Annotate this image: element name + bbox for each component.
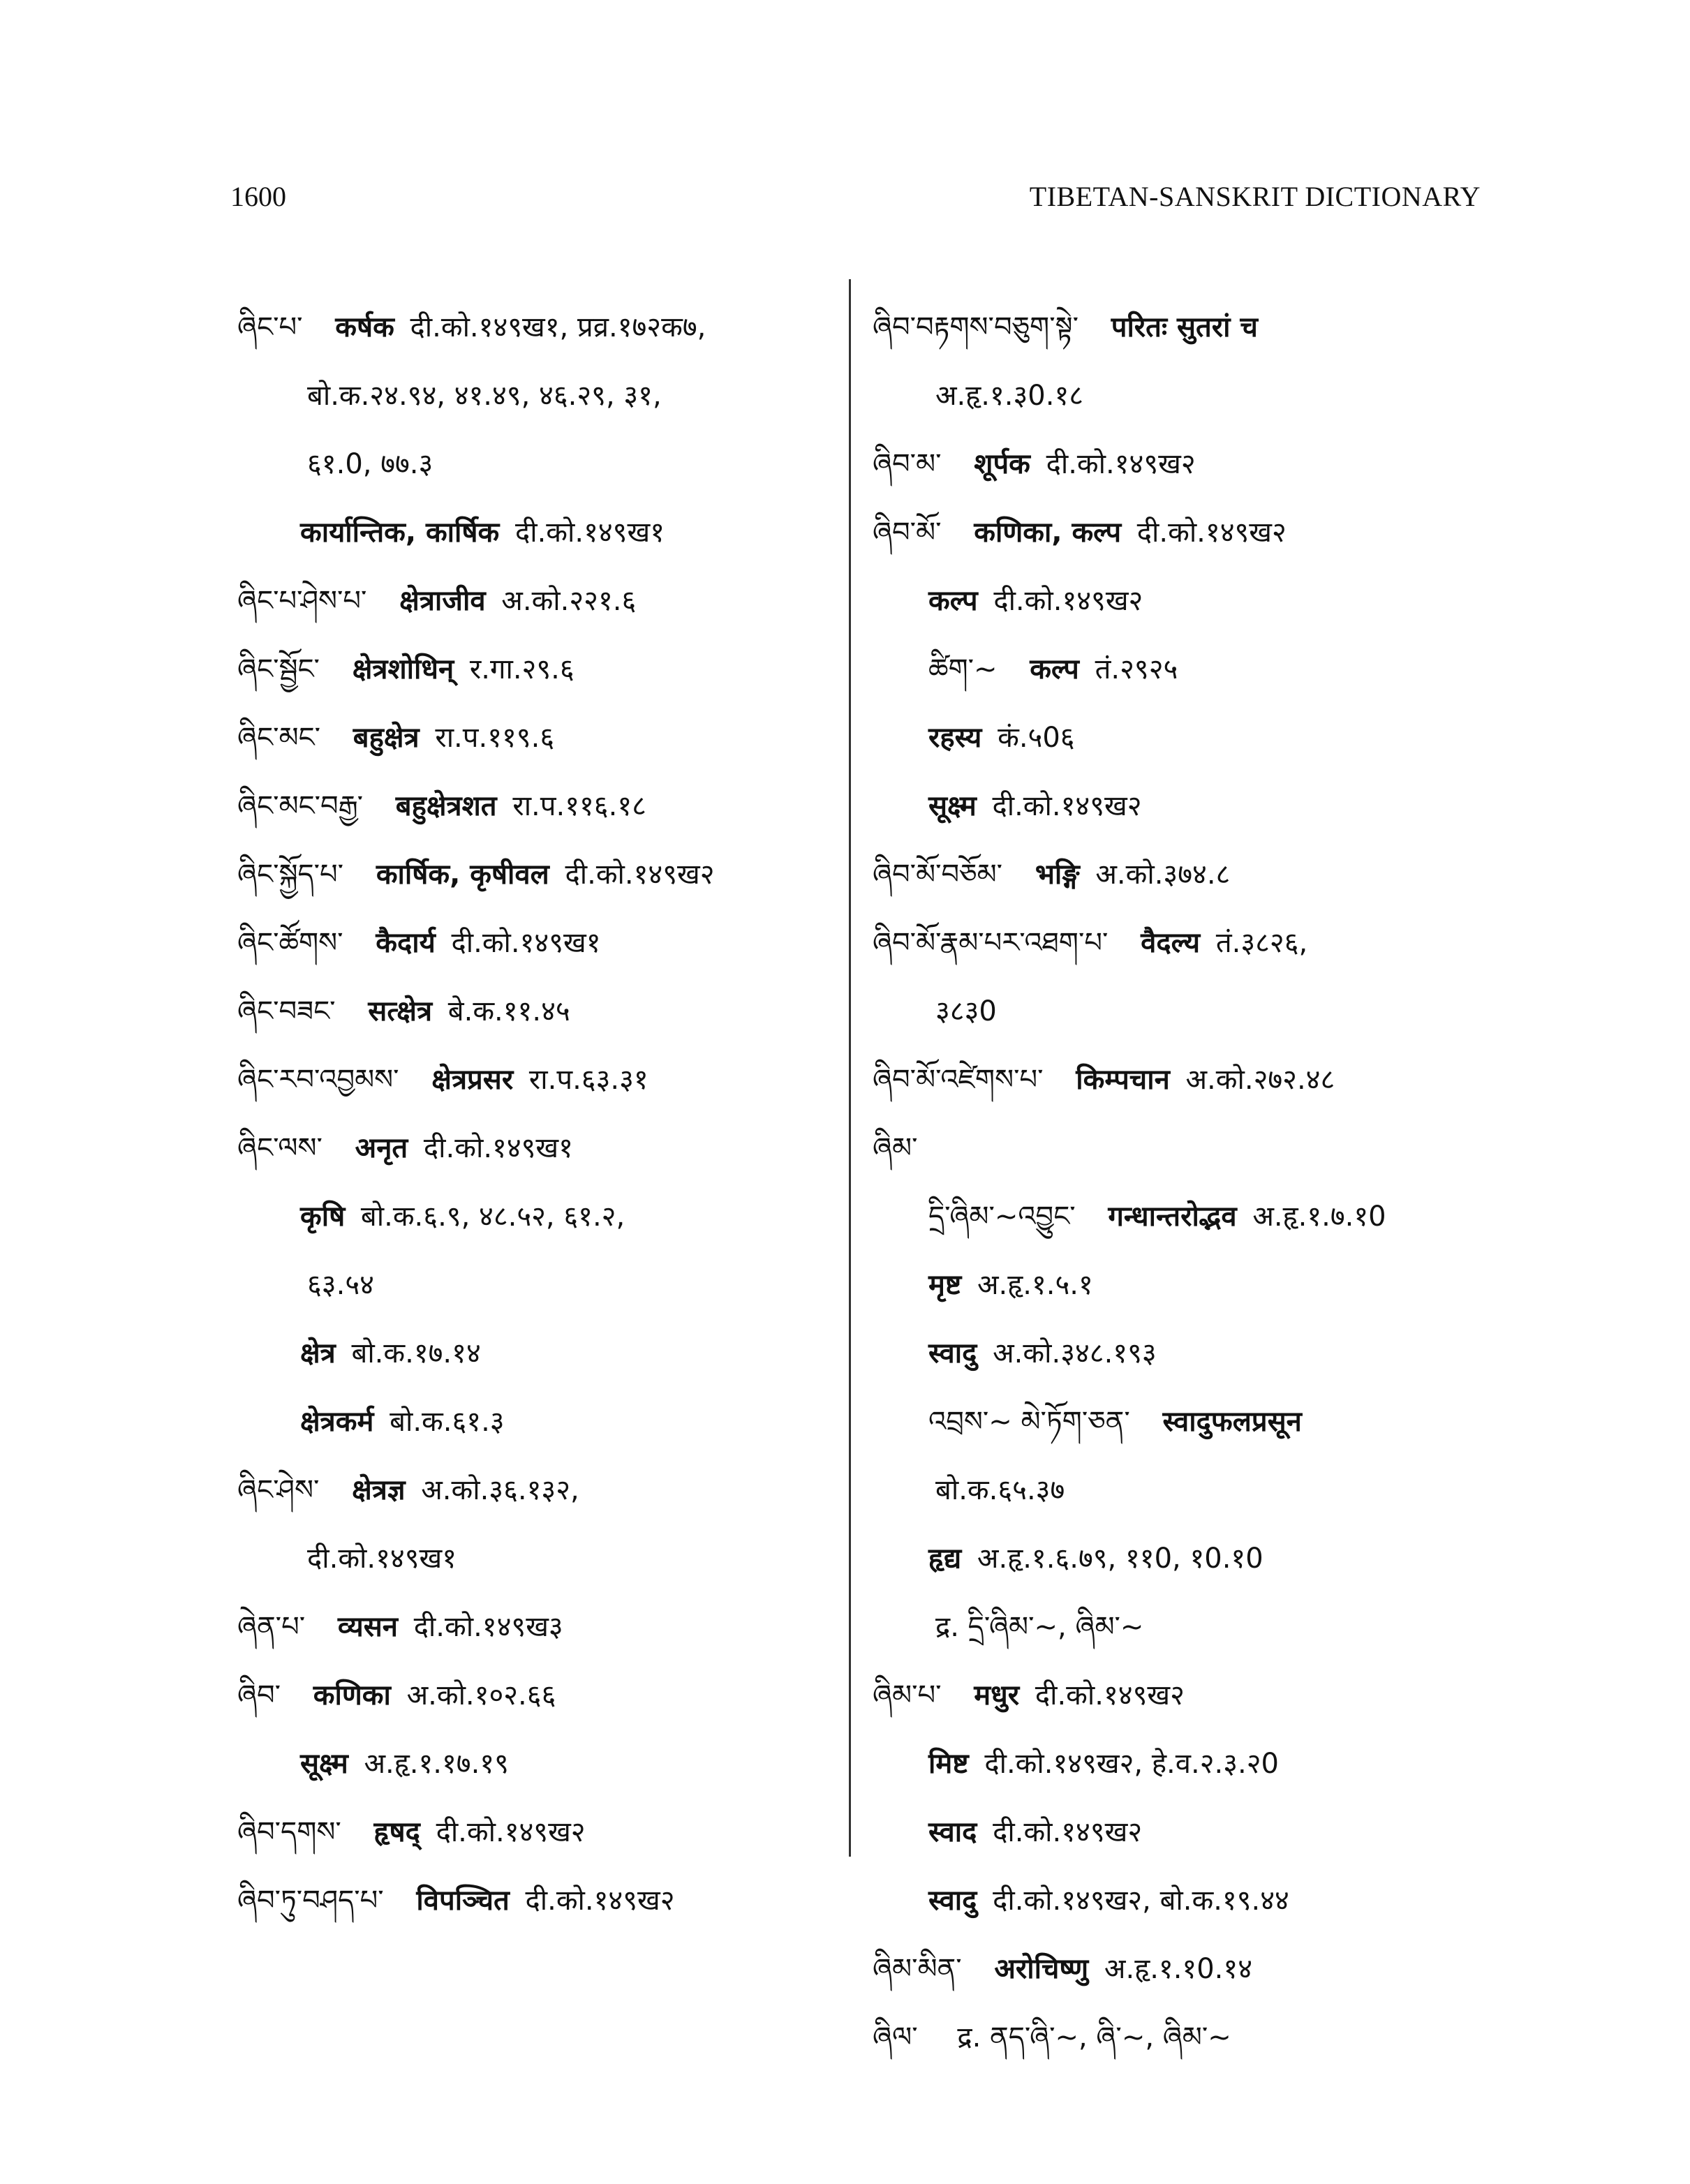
- dictionary-line: [873, 772, 1487, 840]
- sanskrit-equivalent: हृद्य: [928, 1543, 962, 1575]
- sanskrit-equivalent: अरोचिष्णु: [994, 1953, 1089, 1985]
- sanskrit-equivalent: कणिका, कल्प: [974, 517, 1122, 549]
- dictionary-line: [237, 772, 831, 840]
- tibetan-headword: ཞིམ་མིན་: [873, 1953, 962, 1985]
- tibetan-headword: ཞེན་པ་: [237, 1611, 306, 1643]
- source-reference: रा.प.६३.३१: [528, 1064, 648, 1096]
- dictionary-line: [873, 567, 1487, 635]
- source-reference: अ.हृ.१.५.१: [977, 1269, 1093, 1301]
- running-head: TIBETAN-SANSKRIT DICTIONARY: [1029, 181, 1481, 212]
- dictionary-line: [873, 1319, 1487, 1388]
- tibetan-headword: ཞིབ་ཏུ་བཤད་པ་: [237, 1885, 384, 1917]
- source-reference: अ.को.३४८.१९३: [993, 1337, 1157, 1369]
- tibetan-headword: ཞིབ་མ་: [873, 448, 942, 480]
- source-reference: दी.को.१४९ख१, प्रव्र.१७२क७,: [410, 311, 706, 343]
- dictionary-line: [237, 293, 831, 362]
- source-reference: बो.क.६५.३७: [935, 1474, 1065, 1506]
- dictionary-line: [873, 1046, 1487, 1114]
- dictionary-line: [237, 1866, 831, 1935]
- dictionary-line: [237, 1730, 831, 1798]
- source-reference: अ.को.२२१.६: [501, 585, 637, 617]
- sanskrit-equivalent: व्यसन: [337, 1611, 398, 1643]
- dictionary-line: [873, 1798, 1487, 1866]
- sanskrit-equivalent: कार्षिक, कृषीवल: [376, 859, 549, 891]
- sanskrit-equivalent: स्वादुफलप्रसून: [1162, 1406, 1302, 1438]
- tibetan-headword: ཞིལ་: [873, 2021, 918, 2053]
- dictionary-line: [873, 430, 1487, 498]
- dictionary-line: [237, 362, 831, 430]
- sanskrit-equivalent: बहुक्षेत्र: [353, 722, 420, 754]
- source-reference: दी.को.१४९ख१: [514, 517, 665, 549]
- source-reference: अ.हृ.१.१0.१४: [1104, 1953, 1252, 1985]
- dictionary-line: [873, 840, 1487, 909]
- sanskrit-equivalent: गन्धान्तरोद्भव: [1108, 1201, 1237, 1233]
- source-reference: दी.को.१४९ख२: [525, 1885, 675, 1917]
- dictionary-line: [873, 498, 1487, 567]
- dictionary-line: [237, 909, 831, 977]
- sanskrit-equivalent: बहुक्षेत्रशत: [395, 790, 497, 822]
- dictionary-line: [237, 635, 831, 704]
- tibetan-headword: ཞིབ་མོ་འཛེགས་པ་: [873, 1064, 1044, 1096]
- tibetan-headword: ཞིབ་: [237, 1679, 281, 1711]
- sanskrit-equivalent: वैदल्य: [1141, 927, 1201, 959]
- sanskrit-equivalent: सत्क्षेत्र: [368, 995, 433, 1027]
- sanskrit-equivalent: विपञ्चित: [416, 1885, 510, 1917]
- tibetan-headword: ཞིང་པ་ཤེས་པ་: [237, 585, 367, 617]
- source-reference: द्र. ནད་ཞི་~, ཞི་~, ཞིམ་~: [957, 2021, 1231, 2053]
- dictionary-line: [873, 1661, 1487, 1730]
- dictionary-line: [873, 1251, 1487, 1319]
- dictionary-line: [237, 430, 831, 498]
- left-column: [237, 293, 831, 1935]
- sanskrit-equivalent: स्वादु: [928, 1337, 977, 1369]
- tibetan-headword: ཞིང་པ་: [237, 311, 303, 343]
- dictionary-line: [237, 977, 831, 1046]
- dictionary-line: [237, 1388, 831, 1456]
- sanskrit-equivalent: क्षेत्रकर्म: [300, 1406, 374, 1438]
- sanskrit-equivalent: स्वादु: [928, 1885, 977, 1917]
- source-reference: दी.को.१४९ख१: [423, 1132, 573, 1164]
- source-reference: अ.को.१०२.६६: [406, 1679, 556, 1711]
- sanskrit-equivalent: मृष्ट: [928, 1269, 962, 1301]
- sanskrit-equivalent: कणिका: [313, 1679, 391, 1711]
- source-reference: दी.को.१४९ख२: [993, 1816, 1143, 1848]
- source-reference: दी.को.१४९ख२: [993, 585, 1143, 617]
- dictionary-line: [873, 1114, 1487, 1182]
- sanskrit-equivalent: सूक्ष्म: [300, 1748, 348, 1780]
- tibetan-headword: ཞིབ་མོ་: [873, 517, 942, 549]
- sanskrit-equivalent: क्षेत्राजीव: [399, 585, 486, 617]
- dictionary-line: [237, 840, 831, 909]
- dictionary-line: [873, 1593, 1487, 1661]
- dictionary-line: [873, 293, 1487, 362]
- source-reference: रा.प.११६.१८: [512, 790, 646, 822]
- sanskrit-equivalent: मिष्ट: [928, 1748, 969, 1780]
- source-reference: बो.क.२४.९४, ४१.४९, ४६.२९, ३१,: [307, 380, 662, 412]
- tibetan-headword: ཞིང་རབ་འབྱམས་: [237, 1064, 399, 1096]
- tibetan-headword: ཞིམ་: [873, 1132, 918, 1164]
- sanskrit-equivalent: कर्षक: [335, 311, 394, 343]
- tibetan-headword: ཞིང་ཤེས་: [237, 1474, 320, 1506]
- sanskrit-equivalent: भङ्गि: [1035, 859, 1080, 891]
- source-reference: दी.को.१४९ख२: [436, 1816, 586, 1848]
- dictionary-line: [237, 1046, 831, 1114]
- tibetan-headword: ཞིབ་མོ་རྣམ་པར་འཐག་པ་: [873, 927, 1109, 959]
- source-reference: ३८३0: [935, 995, 997, 1027]
- sanskrit-equivalent: किम्पचान: [1076, 1064, 1170, 1096]
- sanskrit-equivalent: क्षेत्रशोधिन्: [352, 653, 454, 685]
- tibetan-headword: ཞིང་ཚོགས་: [237, 927, 343, 959]
- right-column: [873, 293, 1487, 2072]
- dictionary-line: [237, 1182, 831, 1251]
- source-reference: र.गा.२९.६: [469, 653, 575, 685]
- dictionary-line: [873, 1866, 1487, 1935]
- sanskrit-equivalent: कृषि: [300, 1201, 346, 1233]
- source-reference: बे.क.११.४५: [447, 995, 570, 1027]
- source-reference: दी.को.१४९ख१: [307, 1543, 457, 1575]
- source-reference: दी.को.१४९ख३: [413, 1611, 563, 1643]
- dictionary-line: [873, 1730, 1487, 1798]
- tibetan-headword: ཚིག་~: [928, 653, 998, 685]
- sanskrit-equivalent: शूर्पक: [974, 448, 1030, 480]
- sanskrit-equivalent: हृषद्: [373, 1816, 420, 1848]
- source-reference: दी.को.१४९ख२, हे.व.२.३.२0: [984, 1748, 1280, 1780]
- dictionary-line: [237, 498, 831, 567]
- sanskrit-equivalent: कल्प: [1030, 653, 1079, 685]
- source-reference: दी.को.१४९ख२, बो.क.१९.४४: [993, 1885, 1289, 1917]
- dictionary-line: [237, 1251, 831, 1319]
- tibetan-headword: དྲི་ཞིམ་~འབྱུང་: [928, 1201, 1076, 1233]
- source-reference: तं.२९२५: [1095, 653, 1178, 685]
- source-reference: दी.को.१४९ख१: [451, 927, 601, 959]
- dictionary-line: [237, 567, 831, 635]
- source-reference: कं.५0६: [998, 722, 1075, 754]
- dictionary-line: [237, 1661, 831, 1730]
- sanskrit-equivalent: अनृत: [355, 1132, 408, 1164]
- source-reference: अ.को.३६.१३२,: [421, 1474, 579, 1506]
- dictionary-line: [237, 1456, 831, 1524]
- dictionary-line: [873, 2003, 1487, 2072]
- source-reference: द्र. དྲི་ཞིམ་~, ཞིམ་~: [935, 1611, 1144, 1643]
- source-reference: अ.हृ.१.३0.१८: [935, 380, 1084, 412]
- dictionary-line: [873, 362, 1487, 430]
- tibetan-headword: ཞིམ་པ་: [873, 1679, 942, 1711]
- source-reference: दी.को.१४९ख२: [565, 859, 715, 891]
- dictionary-line: [237, 704, 831, 772]
- source-reference: ६३.५४: [307, 1269, 374, 1301]
- sanskrit-equivalent: स्वाद: [928, 1816, 977, 1848]
- column-divider: [849, 279, 851, 1857]
- dictionary-line: [873, 1388, 1487, 1456]
- dictionary-line: [237, 1319, 831, 1388]
- tibetan-headword: ཞིབ་བརྟགས་བཅུག་སྟེ་: [873, 311, 1079, 343]
- source-reference: तं.३८२६,: [1215, 927, 1308, 959]
- sanskrit-equivalent: रहस्य: [928, 722, 982, 754]
- dictionary-line: [873, 635, 1487, 704]
- dictionary-line: [873, 977, 1487, 1046]
- dictionary-line: [873, 1524, 1487, 1593]
- sanskrit-equivalent: कैदार्य: [376, 927, 436, 959]
- source-reference: दी.को.१४९ख२: [992, 790, 1142, 822]
- source-reference: बो.क.६.९, ४८.५२, ६१.२,: [360, 1201, 625, 1233]
- tibetan-headword: ཞིང་མང་: [237, 722, 321, 754]
- dictionary-line: [873, 909, 1487, 977]
- sanskrit-equivalent: कार्यान्तिक, कार्षिक: [300, 517, 500, 549]
- dictionary-line: [237, 1114, 831, 1182]
- source-reference: अ.हृ.१.१७.१९: [364, 1748, 509, 1780]
- source-reference: अ.को.३७४.८: [1095, 859, 1231, 891]
- tibetan-headword: ཞིང་མང་བརྒྱ་: [237, 790, 364, 822]
- source-reference: दी.को.१४९ख२: [1136, 517, 1287, 549]
- sanskrit-equivalent: कल्प: [928, 585, 978, 617]
- page-number: 1600: [230, 181, 286, 212]
- source-reference: ६१.0, ७७.३: [307, 448, 433, 480]
- tibetan-headword: ཞིབ་དགས་: [237, 1816, 341, 1848]
- source-reference: रा.प.११९.६: [435, 722, 555, 754]
- tibetan-headword: ཞིང་སྐྱོད་པ་: [237, 859, 344, 891]
- sanskrit-equivalent: सूक्ष्म: [928, 790, 977, 822]
- dictionary-line: [873, 1456, 1487, 1524]
- dictionary-line: [873, 1935, 1487, 2003]
- sanskrit-equivalent: मधुर: [974, 1679, 1020, 1711]
- dictionary-line: [237, 1798, 831, 1866]
- sanskrit-equivalent: परितः सुतरां च: [1111, 311, 1258, 343]
- dictionary-line: [237, 1524, 831, 1593]
- source-reference: अ.हृ.१.६.७९, ११0, १0.१0: [977, 1543, 1263, 1575]
- dictionary-line: [873, 704, 1487, 772]
- sanskrit-equivalent: क्षेत्रप्रसर: [431, 1064, 514, 1096]
- tibetan-headword: ཞིང་བཟང་: [237, 995, 336, 1027]
- dictionary-line: [237, 1593, 831, 1661]
- sanskrit-equivalent: क्षेत्रज्ञ: [352, 1474, 406, 1506]
- tibetan-headword: ཞིབ་མོ་བཅོམ་: [873, 859, 1003, 891]
- source-reference: दी.को.१४९ख२: [1046, 448, 1196, 480]
- tibetan-headword: ཞིང་སྦྱོང་: [237, 653, 320, 685]
- tibetan-headword: འབྲས་~ མེ་ཏོག་ཅན་: [928, 1406, 1130, 1438]
- tibetan-headword: ཞིང་ལས་: [237, 1132, 323, 1164]
- source-reference: दी.को.१४९ख२: [1035, 1679, 1185, 1711]
- source-reference: बो.क.१७.१४: [351, 1337, 481, 1369]
- sanskrit-equivalent: क्षेत्र: [300, 1337, 336, 1369]
- source-reference: अ.को.२७२.४८: [1185, 1064, 1335, 1096]
- dictionary-line: [873, 1182, 1487, 1251]
- source-reference: बो.क.६१.३: [390, 1406, 505, 1438]
- source-reference: अ.हृ.१.७.१0: [1252, 1201, 1386, 1233]
